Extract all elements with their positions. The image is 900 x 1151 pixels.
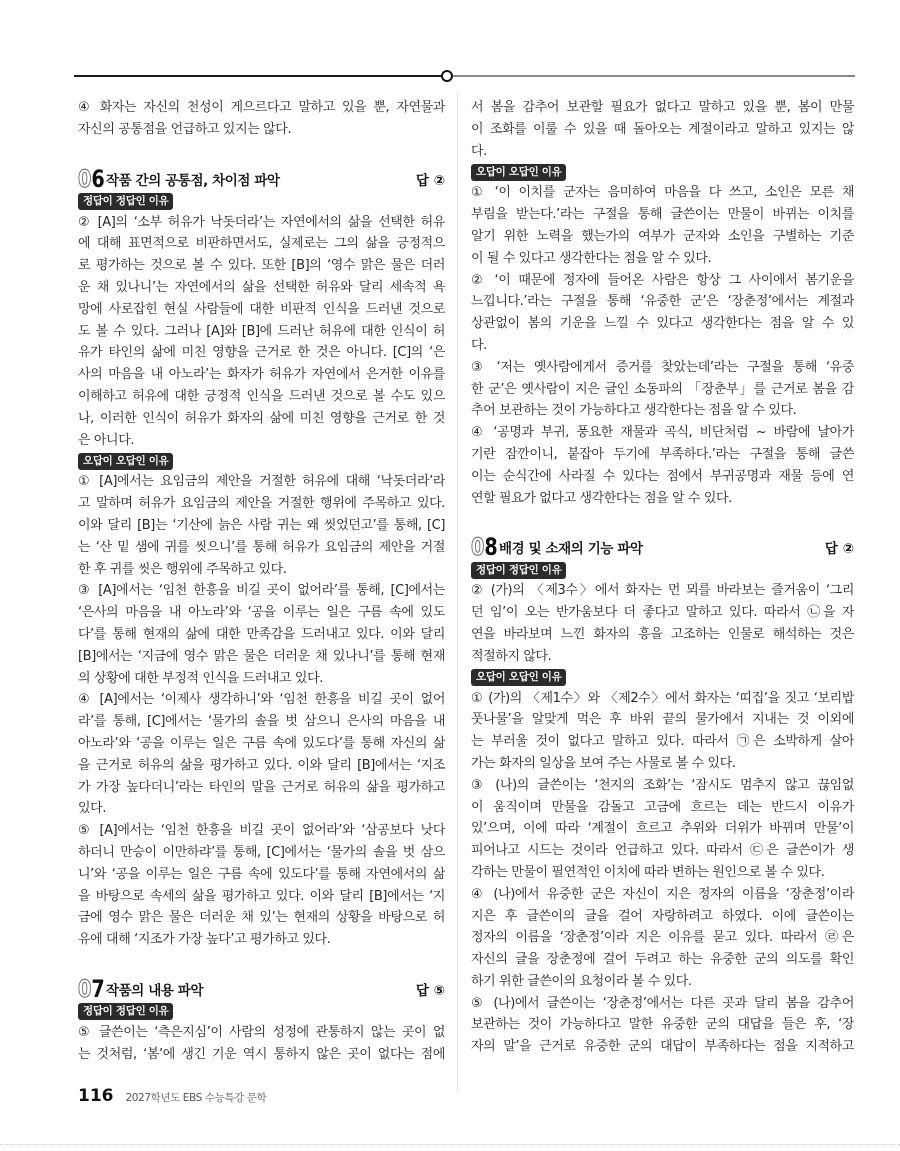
left-column bbox=[78, 97, 445, 1065]
question-title: 배경 및 소재의 기능 파악 bbox=[499, 541, 643, 558]
text-line: 풋나물’을 알맞게 먹은 후 바위 끝의 물가에서 지내는 것 이외에 bbox=[471, 712, 854, 728]
text-line: 한 군’은 옛사람이 지은 글인 소동파의 「장춘부」를 근거로 봄을 감 bbox=[471, 381, 854, 397]
page-footer bbox=[78, 1086, 266, 1106]
question-number-digit: 7 bbox=[91, 974, 105, 1003]
paragraph bbox=[471, 884, 854, 993]
text-line: ⑤ [A]에서는 ‘임천 한흥을 비길 곳이 없어라’와 ‘삼공보다 낫다 bbox=[78, 823, 445, 839]
text-line: 는 ‘산 밑 샘에 귀를 씻으니’를 통해 허유가 요임금의 제안을 거절 bbox=[78, 539, 445, 555]
question-number-zero: 0 bbox=[78, 164, 92, 193]
right-column bbox=[471, 97, 854, 1058]
paragraph bbox=[471, 97, 854, 162]
text-line: 보관하는 것이 가능하다고 말한 유중한 군의 대답을 들은 후, ‘장 bbox=[471, 1017, 854, 1033]
badge-row bbox=[471, 668, 854, 688]
text-line: ④ (나)에서 유중한 군은 자신이 지은 정자의 이름을 ‘장춘정’이라 bbox=[471, 886, 854, 902]
text-line: ① ‘이 이치를 군자는 음미하여 마음을 다 쓰고, 소인은 모른 채 bbox=[471, 185, 854, 201]
question-title: 작품 간의 공통점, 차이점 파악 bbox=[106, 172, 280, 189]
section-badge: 정답이 정답인 이유 bbox=[78, 193, 173, 210]
text-line: 자신의 글을 장춘정에 걸어 두려고 하는 유중한 군의 의도를 확인 bbox=[471, 952, 854, 968]
badge-row bbox=[78, 451, 445, 471]
text-line: 나, 이러한 인식이 허유가 화자의 삶에 미친 영향을 근거로 한 것 bbox=[78, 410, 445, 426]
question-title: 작품의 내용 파악 bbox=[106, 982, 204, 999]
section-badge: 오답이 오답인 이유 bbox=[471, 164, 566, 181]
paragraph bbox=[471, 422, 854, 509]
text-line: ③ ‘저는 옛사람에게서 증거를 찾았는데’라는 구절을 통해 ‘유중 bbox=[471, 359, 854, 375]
text-line: 망에 사로잡힌 현실 사람들에 대한 비판적 인식을 드러낸 것으로 bbox=[78, 301, 445, 317]
text-line: 고 말하며 허유가 요임금의 제안을 거절한 행위에 주목하고 있다. bbox=[78, 496, 445, 512]
text-line: 상관없이 봄의 기운을 느낄 수 있다고 생각한다는 점을 알 수 있 bbox=[471, 316, 854, 332]
text-line: [B]에서는 ‘지금에 영수 맑은 물은 더러운 채 있나니’를 통해 현재 bbox=[78, 648, 445, 664]
top-rule-left bbox=[74, 75, 442, 77]
text-line: ① [A]에서는 요임금의 제안을 거절한 허유에 대해 ‘낙돗더라’라 bbox=[78, 474, 445, 490]
text-line: 이와 달리 [B]는 ‘기산에 늙은 사람 귀는 왜 씻었던고’를 통해, [C] bbox=[78, 517, 445, 533]
section-badge: 오답이 오답인 이유 bbox=[78, 453, 173, 470]
question-heading bbox=[471, 534, 854, 560]
text-line: 하기 위한 글쓴이의 요청이라 볼 수 있다. bbox=[471, 973, 692, 989]
text-line: 기란 잠깐이니, 붙잡아 두기에 부족하다.’라는 구절을 통해 글쓴 bbox=[471, 446, 854, 462]
text-line: ④ 화자는 자신의 천성이 게으르다고 말하고 있을 뿐, 자연물과 bbox=[78, 100, 445, 115]
text-line: 부림을 받는다.’라는 구절을 통해 글쓴이는 만물이 바뀌는 이치를 bbox=[471, 207, 854, 223]
text-line: 던 임’이 오는 반가움보다 더 좋다고 말하고 있다. 따라서 ㉡을 자 bbox=[471, 605, 854, 621]
text-line: 가 가장 높다더니’라는 타인의 말을 근거로 허유의 삶을 평가하고 bbox=[78, 779, 445, 795]
paragraph bbox=[471, 993, 854, 1058]
badge-row bbox=[471, 560, 854, 580]
question-number-zero: 0 bbox=[78, 974, 92, 1003]
text-line: 지은 후 글쓴이의 글을 걸어 자랑하려고 하였다. 이에 글쓴이는 bbox=[471, 908, 854, 924]
text-line: 추어 보관하는 것이 가능하다고 생각한다는 점을 알 수 있다. bbox=[471, 403, 797, 419]
text-line: 적절하지 않다. bbox=[471, 648, 552, 664]
text-line: 한 후 귀를 씻은 행위에 주목하고 있다. bbox=[78, 561, 287, 577]
text-line: ② (가)의 〈제3수〉에서 화자는 먼 뫼를 바라보는 즐거움이 ‘그리 bbox=[471, 583, 854, 599]
text-line: ③ (나)의 글쓴이는 ‘천지의 조화’는 ‘잠시도 멈추지 않고 끊임없 bbox=[471, 777, 854, 793]
text-line: 은 아니다. bbox=[78, 432, 135, 448]
paragraph bbox=[78, 1022, 445, 1066]
text-line: 자의 말’을 근거로 유중한 군의 대답이 부족하다는 점을 지적하고 bbox=[471, 1039, 854, 1055]
text-line: 각하는 만물이 필연적인 이치에 따라 변하는 원인으로 볼 수 있다. bbox=[471, 864, 825, 880]
paragraph bbox=[471, 270, 854, 357]
question-number-digit: 6 bbox=[91, 164, 105, 193]
text-line: 사의 마음을 내 아노라’는 화자가 허유가 자연에서 은거한 이유를 bbox=[78, 367, 445, 383]
text-line: 이 움직이며 만물을 감돌고 고금에 흐르는 데는 반드시 이유가 bbox=[471, 799, 854, 815]
paragraph bbox=[471, 357, 854, 422]
text-line: 도 볼 수 있다. 그러나 [A]와 [B]에 드러난 허유에 대한 인식이 허 bbox=[78, 323, 445, 339]
section-badge: 오답이 오답인 이유 bbox=[471, 669, 566, 686]
paragraph bbox=[471, 688, 854, 775]
paragraph bbox=[78, 97, 445, 141]
text-line: 는 부러울 것이 없다고 말하고 있다. 따라서 ㉠은 소박하게 살아 bbox=[471, 734, 854, 750]
paragraph bbox=[78, 471, 445, 580]
badge-row bbox=[78, 192, 445, 212]
paragraph bbox=[78, 820, 445, 951]
text-line: 이 조화를 이룰 수 있을 때 돌아오는 계절이라고 말하고 있지는 않 bbox=[471, 121, 854, 137]
paragraph bbox=[78, 212, 445, 452]
text-line: 피어나고 시드는 것이라 언급하고 있다. 따라서 ㉢은 글쓴이가 생 bbox=[471, 843, 854, 859]
text-line: 있다. bbox=[78, 801, 107, 817]
text-line: ③ [A]에서는 ‘임천 한흥을 비길 곳이 없어라’를 통해, [C]에서는 bbox=[78, 583, 445, 599]
section-badge: 정답이 정답인 이유 bbox=[78, 1003, 173, 1020]
text-line: 연을 바라보며 느낀 화자의 흥을 고조하는 인물로 해석하는 것은 bbox=[471, 626, 854, 642]
text-line: 다’를 통해 현재의 삶에 대한 만족감을 드러내고 있다. 이와 달리 bbox=[78, 626, 445, 642]
text-line: 라’를 통해, [C]에서는 ‘물가의 솔을 벗 삼으니 은사의 마음을 내 bbox=[78, 714, 445, 730]
text-line: 의 상황에 대한 부정적 인식을 드러내고 있다. bbox=[78, 670, 323, 686]
paragraph bbox=[78, 580, 445, 689]
text-line: 는 것처럼, ‘봄’에 생긴 기운 역시 통하지 않은 곳이 없다는 점에 bbox=[78, 1046, 445, 1062]
text-line: ② [A]의 ‘소부 허유가 낙돗더라’는 자연에서의 삶을 선택한 허유 bbox=[78, 214, 445, 230]
question-number bbox=[471, 533, 498, 562]
text-line: ‘은사의 마음을 내 아노라’와 ‘공을 이루는 일은 구름 속에 있도 bbox=[78, 605, 445, 621]
text-line: ① (가)의 〈제1수〉와 〈제2수〉에서 화자는 ‘띠집’을 짓고 ‘보리밥 bbox=[471, 690, 854, 706]
text-line: 을 근거로 허유의 삶을 평가하고 있다. 이와 달리 [B]에서는 ‘지조 bbox=[78, 757, 445, 773]
text-line: 니’와 ‘공을 이루는 일은 구름 속에 있도다’를 통해 자연에서의 삶 bbox=[78, 866, 445, 882]
text-line: ④ [A]에서는 ‘이제사 생각하니’와 ‘임천 한흥을 비길 곳이 없어 bbox=[78, 692, 445, 708]
question-heading bbox=[78, 976, 445, 1002]
paragraph bbox=[78, 689, 445, 820]
text-line: 금에 영수 맑은 물은 더러운 채 있’는 현재의 상황을 바탕으로 허 bbox=[78, 910, 445, 926]
column-divider bbox=[457, 92, 458, 1092]
answer-label: 답 ② bbox=[415, 172, 445, 189]
top-rule-right bbox=[452, 75, 855, 77]
text-line: 이 될 수 있다고 생각한다는 점을 알 수 있다. bbox=[471, 250, 712, 266]
text-line: 아노라’와 ‘공을 이루는 일은 구름 속에 있도다’를 통해 자신의 삶 bbox=[78, 735, 445, 751]
text-line: ② ‘이 때문에 정자에 들어온 사람은 항상 그 사이에서 봄기운을 bbox=[471, 272, 854, 288]
paragraph bbox=[471, 775, 854, 884]
question-number-digit: 8 bbox=[484, 533, 498, 562]
text-line: 정자의 이름을 ‘장춘정’이라 지은 이유를 묻고 있다. 따라서 ㉣은 bbox=[471, 930, 854, 946]
paragraph bbox=[471, 580, 854, 667]
text-line: 로 평가하는 것으로 볼 수 있다. 또한 [B]의 ‘영수 맑은 물은 더러 bbox=[78, 258, 445, 274]
question-heading bbox=[78, 166, 445, 192]
paragraph bbox=[471, 182, 854, 269]
text-line: 이해하고 허유에 대한 긍정적 인식을 드러낸 것으로 볼 수도 있으 bbox=[78, 388, 445, 404]
question-number-zero: 0 bbox=[471, 533, 485, 562]
page-number: 116 bbox=[78, 1086, 114, 1106]
text-line: 다. bbox=[471, 337, 487, 353]
text-line: 알기 위한 노력을 했는가의 여부가 군자와 소인을 구별하는 기준 bbox=[471, 228, 854, 244]
bottom-edge bbox=[0, 1144, 900, 1145]
text-line: 서 봄을 감추어 보관할 필요가 없다고 말하고 있을 뿐, 봄이 만물 bbox=[471, 100, 854, 115]
text-line: 을 바탕으로 속세의 삶을 평가하고 있다. 이와 달리 [B]에서는 ‘지 bbox=[78, 888, 445, 904]
text-line: 유가 타인의 삶에 미친 영향을 근거로 한 것은 아니다. [C]의 ‘은 bbox=[78, 345, 445, 361]
text-line: 느낍니다.’라는 구절을 통해 ‘유중한 군’은 ‘장춘정’에서는 계절과 bbox=[471, 294, 854, 310]
text-line: 에 대해 표면적으로 비판하면서도, 실제로는 그의 삶을 긍정적으 bbox=[78, 236, 445, 252]
text-line: 다. bbox=[471, 143, 487, 159]
text-line: 하더니 만승이 이만하랴’를 통해, [C]에서는 ‘물가의 솔을 벗 삼으 bbox=[78, 844, 445, 860]
section-badge: 정답이 정답인 이유 bbox=[471, 562, 566, 579]
book-title: 2027학년도 EBS 수능특강 문학 bbox=[125, 1092, 267, 1104]
text-line: 자신의 공통점을 언급하고 있지는 않다. bbox=[78, 121, 292, 137]
text-line: ⑤ 글쓴이는 ‘측은지심’이 사람의 성정에 관통하지 않는 곳이 없 bbox=[78, 1024, 445, 1040]
top-rule-circle bbox=[441, 70, 453, 82]
text-line: 있’으며, 이에 따라 ‘계절이 흐르고 추위와 더위가 바뀌며 만물’이 bbox=[471, 821, 854, 837]
answer-label: 답 ⑤ bbox=[415, 982, 445, 999]
text-line: 가는 화자의 일상을 보여 주는 사물로 볼 수 있다. bbox=[471, 755, 736, 771]
badge-row bbox=[471, 162, 854, 182]
badge-row bbox=[78, 1002, 445, 1022]
answer-label: 답 ② bbox=[824, 541, 854, 558]
text-line: 운 채 있나니’는 자연에서의 삶을 선택한 허유와 달리 세속적 욕 bbox=[78, 279, 445, 295]
question-number bbox=[78, 974, 105, 1003]
text-line: 이는 순식간에 사라질 수 있다는 점에서 부귀공명과 재물 등에 연 bbox=[471, 468, 854, 484]
question-number bbox=[78, 164, 105, 193]
text-line: 연할 필요가 없다고 생각한다는 점을 알 수 있다. bbox=[471, 490, 732, 506]
text-line: ④ ‘공명과 부귀, 풍요한 재물과 곡식, 비단처럼 ~ 바람에 날아가 bbox=[471, 425, 854, 441]
text-line: ⑤ (나)에서 글쓴이는 ‘장춘정’에서는 다른 곳과 달리 봄을 감추어 bbox=[471, 995, 854, 1011]
text-line: 유에 대해 ‘지조가 가장 높다’고 평가하고 있다. bbox=[78, 932, 331, 948]
